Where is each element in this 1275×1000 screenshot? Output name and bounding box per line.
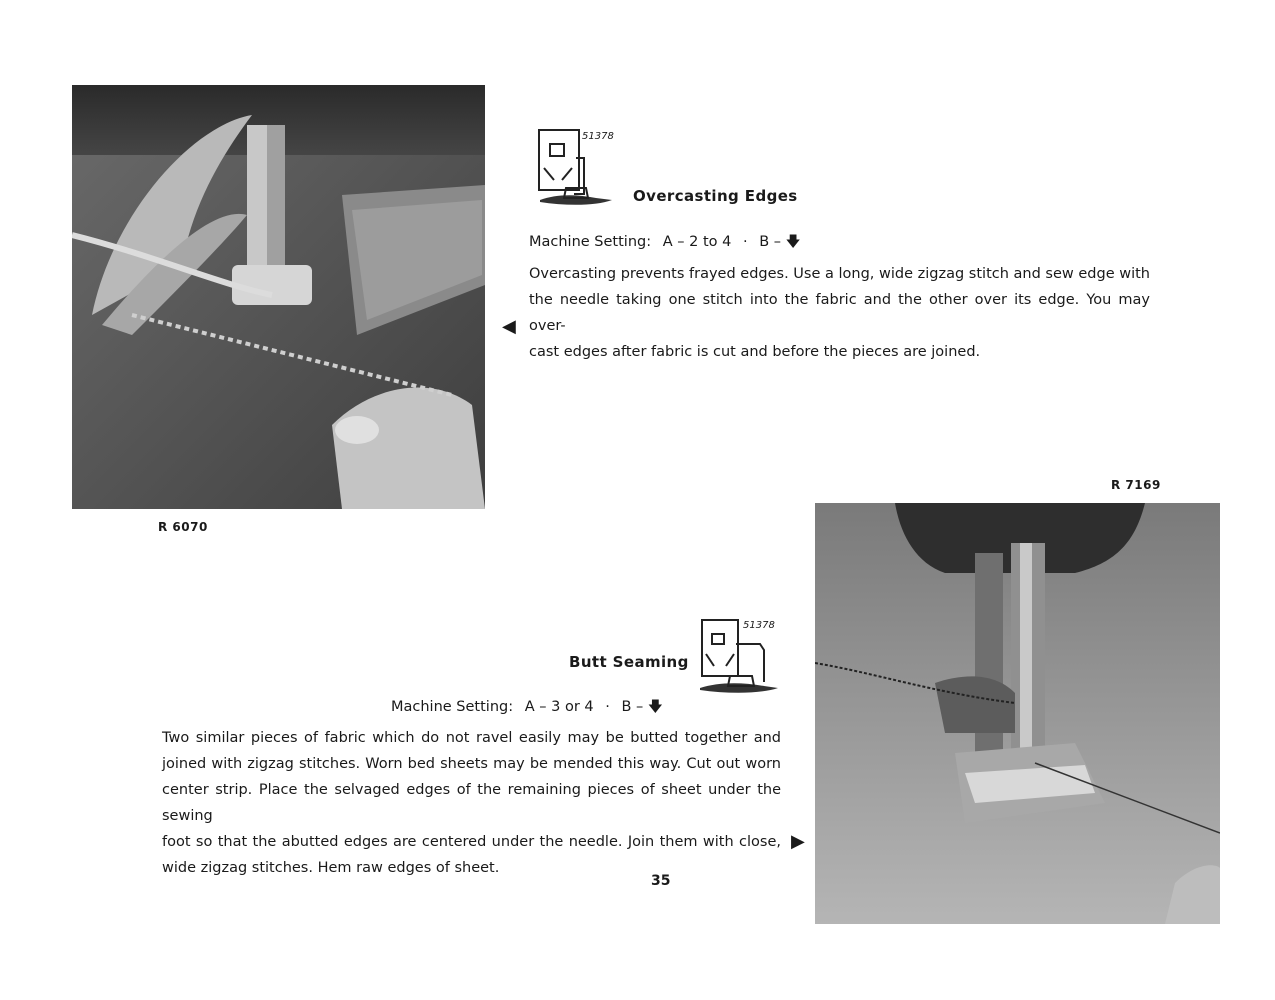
photo-code-left: R 6070 — [158, 520, 208, 534]
setting-b-value: B – 🡇 — [621, 699, 663, 715]
overcasting-line-1: Overcasting prevents frayed edges. Use a long, wide zigzag stitch and sew edge with — [529, 266, 1150, 282]
butt-seaming-line-1: Two similar pieces of fabric which do not ravel easily may be butted together and — [162, 730, 781, 746]
presser-foot-icon-butt-seaming — [694, 616, 784, 706]
right-pointer-arrow: ▶ — [791, 831, 805, 852]
setting-a-value: A – 2 to 4 — [662, 234, 732, 250]
butt-seaming-line-3: center strip. Place the selvaged edges of the remaining pieces of sheet under the sewing — [162, 782, 781, 824]
butt-seaming-line-2: joined with zigzag stitches. Worn bed sheets may be mended this way. Cut out worn — [162, 756, 781, 772]
butt-seaming-line-4: foot so that the abutted edges are centered under the needle. Join them with close, — [162, 834, 781, 850]
butt-seaming-photo — [815, 503, 1220, 924]
overcasting-title: Overcasting Edges — [633, 187, 798, 205]
part-number-overcasting: 51378 — [582, 131, 614, 142]
butt-seaming-text — [162, 725, 781, 881]
photo-code-right: R 7169 — [1111, 478, 1161, 492]
overcasting-text — [529, 261, 1150, 365]
setting-a-value: A – 3 or 4 — [524, 699, 594, 715]
butt-seaming-title: Butt Seaming — [569, 653, 689, 671]
overcasting-line-3: cast edges after fabric is cut and before the pieces are joined. — [529, 344, 981, 360]
butt-seaming-line-5: wide zigzag stitches. Hem raw edges of sheet. — [162, 860, 500, 876]
page-number: 35 — [651, 873, 671, 889]
setting-separator: · — [742, 234, 748, 250]
left-pointer-arrow: ◀ — [502, 316, 516, 337]
overcasting-photo-illustration — [72, 85, 485, 509]
presser-foot-icon-overcasting — [536, 128, 626, 218]
part-number-butt-seaming: 51378 — [743, 620, 775, 631]
setting-b-value: B – 🡇 — [759, 234, 801, 250]
machine-setting-label: Machine Setting: — [529, 234, 652, 250]
overcasting-machine-setting — [529, 231, 808, 256]
machine-setting-label: Machine Setting: — [391, 699, 514, 715]
setting-separator: · — [605, 699, 610, 715]
butt-seaming-machine-setting — [391, 696, 670, 721]
overcasting-line-2: the needle taking one stitch into the fabric and the other over its edge. You may over- — [529, 292, 1150, 334]
butt-seaming-photo-illustration — [815, 503, 1220, 924]
overcasting-photo — [72, 85, 485, 509]
